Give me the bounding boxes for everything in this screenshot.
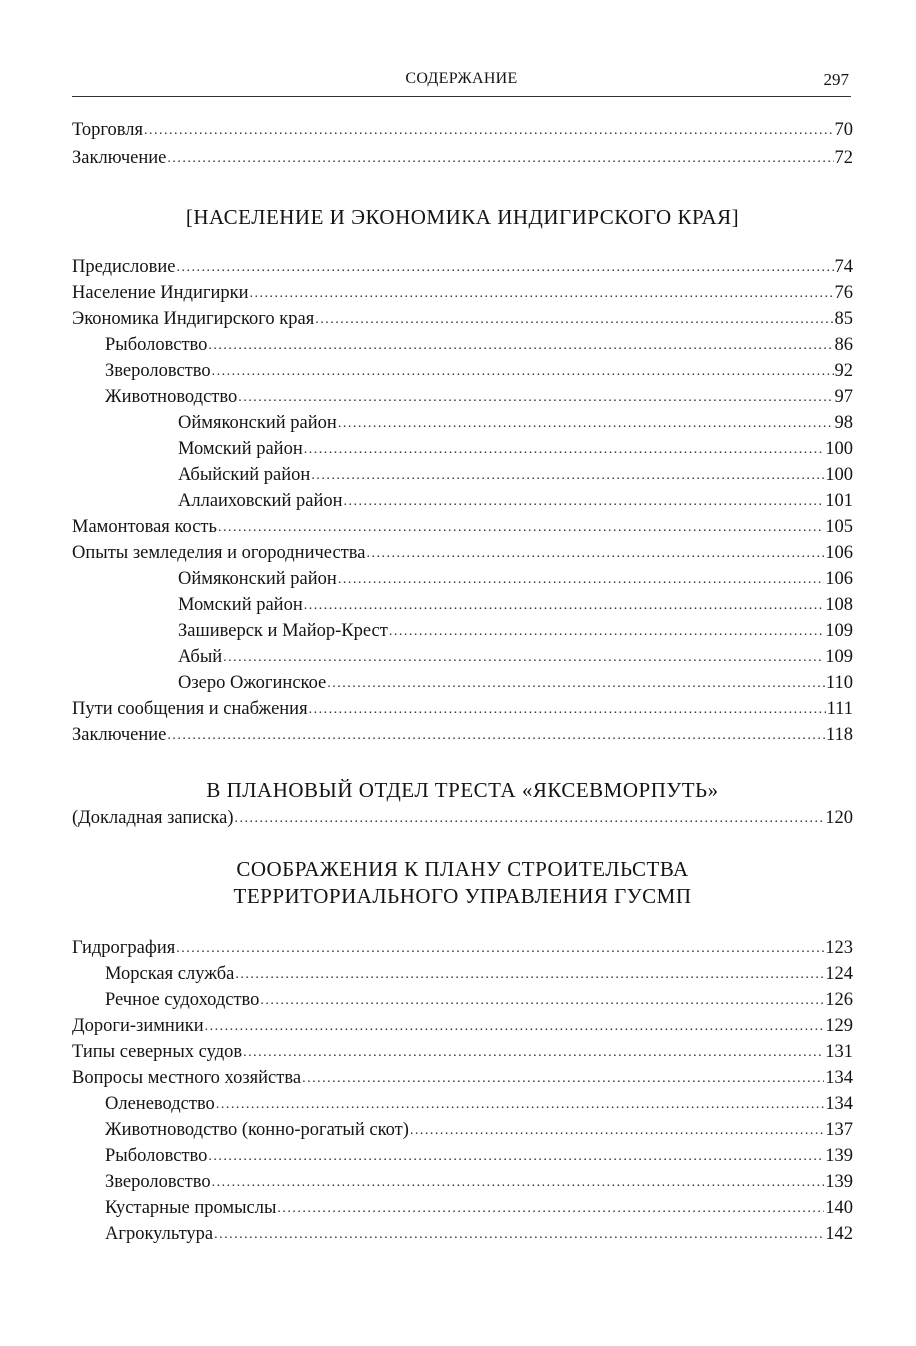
toc-entry-title: Звероловство: [105, 361, 211, 381]
toc-entry-title: Зашиверск и Майор-Крест: [178, 621, 388, 641]
toc-entry-page: 129: [825, 1016, 853, 1036]
toc-entry-page: 101: [825, 491, 853, 511]
dot-leader: [212, 364, 834, 380]
toc-entry-page: 72: [834, 148, 853, 168]
toc-entry-title: Озеро Ожогинское: [178, 673, 327, 693]
toc-entry-page: 108: [825, 595, 853, 615]
dot-leader: [311, 468, 824, 484]
dot-leader: [344, 494, 825, 510]
toc-entry-page: 131: [825, 1042, 853, 1062]
dot-leader: [218, 520, 824, 536]
dot-leader: [176, 260, 833, 276]
toc-entry[interactable]: [72, 964, 853, 990]
toc-entry-title: Оймяконский район: [178, 569, 337, 589]
dot-leader: [144, 123, 833, 139]
toc-entry-title: Момский район: [178, 595, 303, 615]
toc-entry-page: 76: [834, 283, 853, 303]
toc-entry-title: Предисловие: [72, 257, 176, 277]
toc-entry[interactable]: [72, 283, 853, 309]
toc-entry[interactable]: [72, 413, 853, 439]
toc-entry-page: 109: [825, 621, 853, 641]
dot-leader: [338, 416, 834, 432]
dot-leader: [167, 728, 825, 744]
toc-entry-title: Абый: [178, 647, 223, 667]
running-header: [72, 70, 851, 97]
toc-entry-page: 85: [834, 309, 853, 329]
toc-entry-page: 109: [825, 647, 853, 667]
toc-entry[interactable]: [72, 1198, 853, 1224]
toc-entry-title: Дороги-зимники: [72, 1016, 204, 1036]
toc-entry-page: 134: [825, 1094, 853, 1114]
dot-leader: [223, 650, 824, 666]
toc-entry-page: 105: [825, 517, 853, 537]
toc-entry-conclusion[interactable]: [72, 148, 853, 176]
toc-entry-title: Экономика Индигирского края: [72, 309, 315, 329]
toc-entry-page: 100: [825, 439, 853, 459]
toc-entry-page: 137: [825, 1120, 853, 1140]
dot-leader: [167, 151, 833, 167]
toc-entry[interactable]: [72, 699, 853, 725]
toc-entry-page: 140: [825, 1198, 853, 1218]
toc-entry-title: Рыболовство: [105, 335, 208, 355]
toc-entry-title: Оймяконский район: [178, 413, 337, 433]
toc-entry-title: Рыболовство: [105, 1146, 208, 1166]
toc-entry-page: 139: [825, 1146, 853, 1166]
dot-leader: [212, 1175, 825, 1191]
toc-entry[interactable]: [72, 1120, 853, 1146]
toc-entry-title: Аллаиховский район: [178, 491, 343, 511]
toc-entry[interactable]: [72, 439, 853, 465]
toc-entry-page: 98: [834, 413, 853, 433]
toc-entry-page: 110: [825, 673, 853, 693]
toc-entry[interactable]: [72, 491, 853, 517]
dot-leader: [243, 1045, 824, 1061]
toc-entry-title: Момский район: [178, 439, 303, 459]
dot-leader: [410, 1123, 824, 1139]
toc-entry-page: 139: [825, 1172, 853, 1192]
dot-leader: [327, 676, 825, 692]
toc-entry-page: 97: [834, 387, 853, 407]
toc-entry[interactable]: [72, 543, 853, 569]
toc-entry[interactable]: [72, 595, 853, 621]
toc-entry-page: 92: [834, 361, 853, 381]
toc-entry-page: 126: [825, 990, 853, 1010]
toc-entry[interactable]: [72, 465, 853, 491]
toc-entry-title: Кустарные промыслы: [105, 1198, 277, 1218]
toc-entry-title: Животноводство: [105, 387, 238, 407]
dot-leader: [208, 1149, 824, 1165]
dot-leader: [235, 811, 825, 827]
toc-entry[interactable]: [72, 1146, 853, 1172]
dot-leader: [338, 572, 824, 588]
toc-entry-title: Вопросы местного хозяйства: [72, 1068, 302, 1088]
toc-entry[interactable]: [72, 1172, 853, 1198]
toc-entry-trade[interactable]: [72, 120, 853, 148]
toc-entry[interactable]: [72, 517, 853, 543]
toc-entry[interactable]: [72, 569, 853, 595]
dot-leader: [235, 967, 824, 983]
section-heading-line-1: СООБРАЖЕНИЯ К ПЛАНУ СТРОИТЕЛЬСТВА: [236, 857, 689, 881]
dot-leader: [216, 1097, 824, 1113]
toc-entry-page: 111: [826, 699, 853, 719]
dot-leader: [302, 1071, 824, 1087]
dot-leader: [366, 546, 824, 562]
toc-entry-title: Животноводство (конно-рогатый скот): [105, 1120, 409, 1140]
dot-leader: [277, 1201, 824, 1217]
toc-entry-title: Звероловство: [105, 1172, 211, 1192]
toc-entry[interactable]: [72, 647, 853, 673]
toc-entry[interactable]: [72, 621, 853, 647]
dot-leader: [260, 993, 824, 1009]
dot-leader: [389, 624, 824, 640]
toc-entry-title: Население Индигирки: [72, 283, 249, 303]
dot-leader: [304, 598, 825, 614]
toc-entry[interactable]: [72, 1042, 853, 1068]
table-of-contents: [72, 120, 853, 1250]
toc-entry[interactable]: [72, 725, 853, 751]
toc-entry-page: 86: [834, 335, 853, 355]
dot-leader: [315, 312, 833, 328]
dot-leader: [250, 286, 834, 302]
toc-entry[interactable]: [72, 309, 853, 335]
toc-entry[interactable]: [72, 335, 853, 361]
toc-entry-title: Типы северных судов: [72, 1042, 243, 1062]
toc-entry-page: 74: [834, 257, 853, 277]
toc-entry-title: Заключение: [72, 148, 167, 168]
toc-entry[interactable]: [72, 257, 853, 283]
dot-leader: [205, 1019, 825, 1035]
toc-entry-title: Гидрография: [72, 938, 176, 958]
toc-entry[interactable]: [72, 1068, 853, 1094]
toc-entry-title: (Докладная записка): [72, 808, 234, 828]
toc-entry-page: 106: [825, 569, 853, 589]
toc-entry-title: Опыты земледелия и огородничества: [72, 543, 366, 563]
section-heading: [НАСЕЛЕНИЕ И ЭКОНОМИКА ИНДИГИРСКОГО КРАЯ]: [185, 205, 740, 229]
toc-entry-page: 134: [825, 1068, 853, 1088]
toc-entry-title: Пути сообщения и снабжения: [72, 699, 308, 719]
running-title: СОДЕРЖАНИЕ: [405, 70, 518, 87]
toc-entry-page: 124: [825, 964, 853, 984]
dot-leader: [208, 338, 833, 354]
section-heading: В ПЛАНОВЫЙ ОТДЕЛ ТРЕСТА «ЯКСЕВМОРПУТЬ»: [206, 778, 719, 802]
dot-leader: [214, 1227, 824, 1243]
toc-entry[interactable]: [72, 938, 853, 964]
toc-entry-page: 118: [825, 725, 853, 745]
dot-leader: [304, 442, 825, 458]
toc-entry-title: Агрокультура: [105, 1224, 214, 1244]
toc-entry-title: Морская служба: [105, 964, 235, 984]
toc-entry-title: Мамонтовая кость: [72, 517, 217, 537]
toc-entry-page: 142: [825, 1224, 853, 1244]
toc-entry-title: Абыйский район: [178, 465, 311, 485]
toc-entry[interactable]: [72, 1224, 853, 1250]
toc-entry[interactable]: [72, 808, 853, 834]
dot-leader: [309, 702, 826, 718]
toc-entry[interactable]: [72, 990, 853, 1016]
dot-leader: [238, 390, 833, 406]
toc-entry[interactable]: [72, 387, 853, 413]
toc-entry-title: Речное судоходство: [105, 990, 260, 1010]
toc-entry-title: Оленеводство: [105, 1094, 215, 1114]
dot-leader: [176, 941, 824, 957]
toc-entry-title: Заключение: [72, 725, 167, 745]
toc-entry-page: 100: [825, 465, 853, 485]
toc-entry-page: 106: [825, 543, 853, 563]
toc-entry[interactable]: [72, 1094, 853, 1120]
toc-entry[interactable]: [72, 361, 853, 387]
toc-entry-page: 70: [834, 120, 853, 140]
page-number: 297: [823, 70, 849, 89]
toc-entry-title: Торговля: [72, 120, 144, 140]
toc-entry[interactable]: [72, 673, 853, 699]
toc-entry-page: 123: [825, 938, 853, 958]
section-heading-line-2: ТЕРРИТОРИАЛЬНОГО УПРАВЛЕНИЯ ГУСМП: [233, 884, 692, 908]
toc-entry-page: 120: [825, 808, 853, 828]
toc-entry[interactable]: [72, 1016, 853, 1042]
